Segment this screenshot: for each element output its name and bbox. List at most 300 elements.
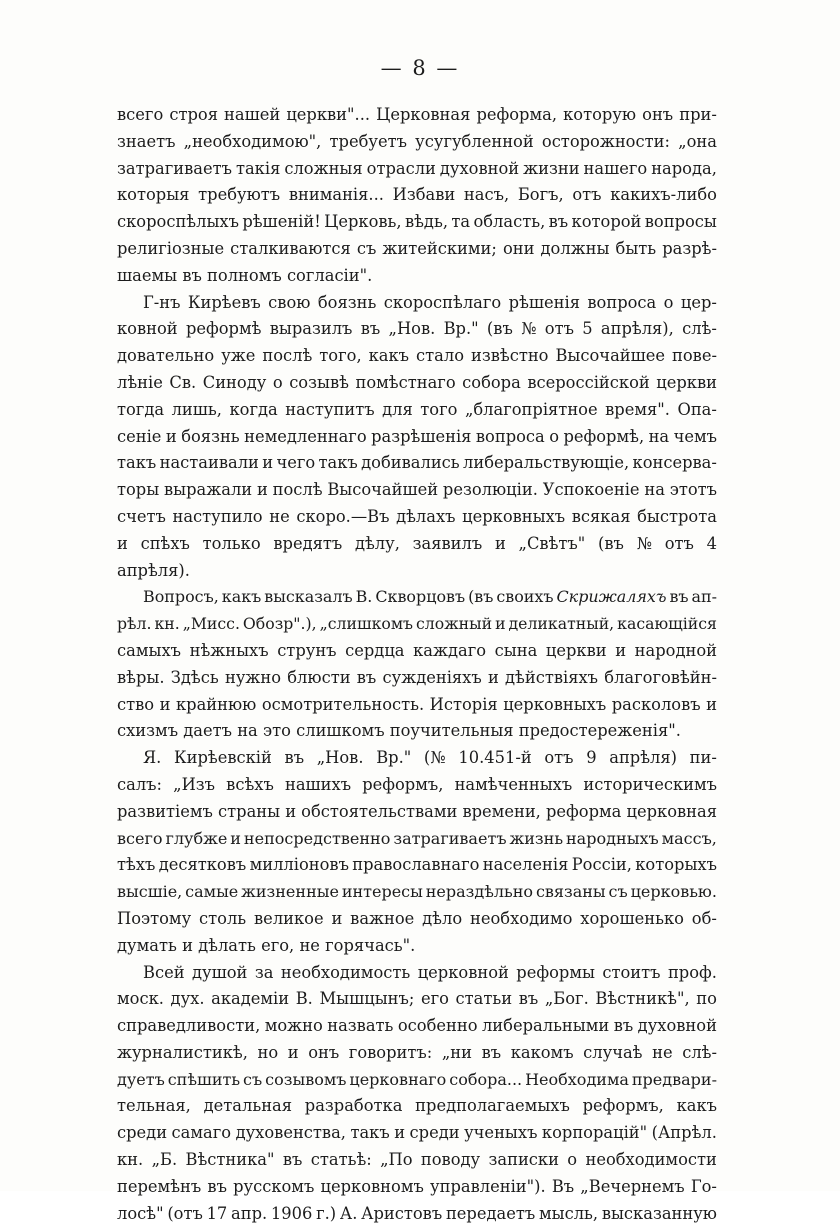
text-line — [117, 129, 717, 156]
word: тѣхъ — [117, 855, 156, 875]
word: корпорацій" — [541, 1123, 648, 1143]
word: такія — [235, 158, 281, 178]
word: дѣлу, — [354, 533, 400, 553]
word: сужденіяхъ — [382, 667, 482, 687]
text-line — [117, 1174, 717, 1201]
text-line — [143, 584, 717, 611]
word: жизнь — [509, 828, 564, 848]
word: записки — [488, 1150, 559, 1170]
word: наступитъ — [285, 399, 375, 419]
word: назвать — [327, 1016, 394, 1036]
word: „слишкомъ — [319, 614, 414, 634]
text-line — [117, 772, 717, 799]
word: статьѣ: — [310, 1150, 372, 1170]
word: шаемы — [117, 265, 178, 285]
word: осторожности: — [541, 131, 670, 151]
word: какихъ-либо — [610, 185, 717, 205]
word: Поэтому — [117, 908, 192, 928]
body-text — [117, 102, 717, 1227]
word: (въ — [597, 533, 624, 553]
word: для — [382, 399, 413, 419]
word: съ — [608, 882, 628, 902]
word: нераздѣльно — [425, 882, 534, 902]
word: по — [696, 989, 717, 1009]
word: тогда — [117, 399, 165, 419]
word: пове- — [672, 346, 717, 366]
word: Вр." — [376, 748, 412, 768]
word: быть — [615, 238, 657, 258]
word: боязнь — [317, 292, 377, 312]
word: немедленнаго — [244, 426, 367, 446]
word: Необходима — [525, 1069, 629, 1089]
word: реформѣ, — [563, 426, 645, 446]
word: сталкиваются — [230, 238, 351, 258]
text-line — [117, 799, 717, 826]
word: церкви — [656, 372, 717, 392]
text-line — [117, 397, 717, 424]
word: въ — [481, 1042, 502, 1062]
text-line — [117, 209, 717, 236]
word: салъ: — [117, 774, 163, 794]
word: детальная — [203, 1096, 293, 1116]
word: глубже — [165, 828, 228, 848]
word: вопросы — [644, 212, 717, 232]
word: Церковная — [376, 105, 471, 124]
word: спѣшить — [167, 1069, 241, 1089]
word: „ни — [441, 1042, 472, 1062]
text-line — [117, 1013, 717, 1040]
word: о — [272, 372, 283, 392]
word: въ — [518, 989, 539, 1009]
word: слѣ- — [682, 319, 717, 339]
word: самыхъ — [117, 640, 181, 660]
word: церковномъ — [320, 1176, 424, 1196]
word: реформа, — [476, 105, 558, 124]
word: „Бог. — [544, 989, 589, 1009]
word: народа, — [651, 158, 717, 178]
word: не — [269, 506, 290, 526]
word: поводу — [420, 1150, 481, 1170]
word: послѣ — [272, 480, 323, 500]
word: всероссійской — [527, 372, 650, 392]
word: ство — [117, 694, 155, 714]
word: въ — [669, 587, 689, 607]
word: Св. — [169, 372, 197, 392]
word: необходимости — [585, 1150, 717, 1170]
word: либеральными — [481, 1016, 610, 1036]
word: Высочайшее — [555, 346, 666, 366]
word: необходимость — [280, 962, 411, 982]
word: счетъ — [117, 506, 166, 526]
word: ученыхъ — [464, 1123, 538, 1143]
word: не — [299, 935, 320, 955]
word: предполагаемыхъ — [415, 1096, 570, 1116]
word: религіозные — [117, 238, 225, 258]
word: В. — [295, 989, 313, 1009]
word: нашей — [224, 105, 281, 124]
word: та — [451, 212, 471, 232]
text-line — [117, 531, 717, 558]
word: въ — [613, 1016, 634, 1036]
word: 4 — [706, 533, 717, 553]
word: уже — [221, 346, 256, 366]
word: скороспѣлаго — [383, 292, 502, 312]
word: Скворцовъ — [375, 587, 466, 607]
word: какъ — [676, 1096, 717, 1116]
word: непосредственно — [243, 828, 391, 848]
word: дѣлать — [198, 935, 256, 955]
word: Богъ, — [517, 185, 564, 205]
word: Я. — [143, 748, 162, 768]
word: В. — [355, 587, 373, 607]
word: требуютъ — [198, 185, 281, 205]
word: Вопросъ, — [143, 587, 219, 607]
text-line — [117, 504, 717, 531]
word: спѣхъ — [140, 533, 190, 553]
word: Мышцынъ; — [319, 989, 415, 1009]
word: среди — [117, 1123, 168, 1143]
word: апр. — [231, 1203, 268, 1223]
word: при- — [679, 105, 717, 124]
word: А. — [339, 1203, 358, 1223]
word: и — [615, 640, 627, 660]
text-line — [117, 343, 717, 370]
word: высказалъ — [264, 587, 353, 607]
word: столь — [199, 908, 247, 928]
word: Церковь, — [324, 212, 402, 232]
word: такъ — [318, 453, 358, 473]
word: это — [262, 721, 291, 741]
word: въ — [356, 667, 377, 687]
word: церковью. — [630, 882, 717, 902]
word: 1906 — [270, 1203, 313, 1223]
word: думать — [117, 935, 177, 955]
text-line — [143, 290, 717, 317]
word: крайнюю — [175, 694, 257, 714]
word: Вр." — [443, 319, 479, 339]
word: въ — [182, 265, 202, 285]
text-line — [117, 852, 717, 879]
word: апрѣля). — [117, 560, 190, 580]
word: добивались — [361, 453, 460, 473]
word: скоро.—Въ — [296, 506, 390, 526]
word: и — [165, 426, 177, 446]
word: наступило — [172, 506, 263, 526]
word: выразилъ — [269, 319, 353, 339]
word: разработка — [304, 1096, 403, 1116]
word: и — [262, 453, 274, 473]
word: кн. — [154, 614, 180, 634]
word: мысль, — [538, 1203, 599, 1223]
word: высшіе, — [117, 882, 183, 902]
word: цер- — [680, 292, 717, 312]
text-line — [117, 986, 717, 1013]
word: проф. — [667, 962, 717, 982]
word: академіи — [211, 989, 290, 1009]
word: (отъ — [167, 1203, 203, 1223]
word: страны — [218, 801, 281, 821]
word: и — [706, 694, 717, 714]
word: 17 — [206, 1203, 228, 1223]
word: созывомъ — [265, 1069, 347, 1089]
word: интересы — [341, 882, 423, 902]
word: реформъ, — [362, 774, 444, 794]
word: дѣло — [422, 908, 463, 928]
word: выражали — [164, 480, 253, 500]
word: вѣдь, — [404, 212, 449, 232]
word: народныхъ — [565, 828, 659, 848]
text-line — [117, 1201, 717, 1227]
word: дѣлахъ — [396, 506, 456, 526]
word: Кирѣевъ — [187, 292, 261, 312]
word: апрѣля), — [600, 319, 674, 339]
word: особенно — [397, 1016, 478, 1036]
word: и — [494, 533, 506, 553]
word: Вѣстника" — [185, 1150, 275, 1170]
word: знаетъ — [117, 131, 176, 151]
word: этотъ — [669, 480, 717, 500]
word: либеральствующіе, — [463, 453, 630, 473]
word: можно — [264, 1016, 323, 1036]
word: и — [287, 1042, 299, 1062]
word: историческимъ — [583, 774, 717, 794]
word: высказанную — [601, 1203, 717, 1223]
word: нашихъ — [284, 774, 352, 794]
word: жизни — [523, 158, 580, 178]
word: рѣл. — [117, 614, 152, 634]
word: отъ — [572, 185, 602, 205]
word: ковной — [117, 319, 178, 339]
word: „благопріятное — [464, 399, 598, 419]
word: связаны — [535, 882, 606, 902]
text-line — [117, 102, 717, 129]
word: въ — [548, 212, 569, 232]
word: чего — [276, 453, 316, 473]
word: всѣхъ — [226, 774, 274, 794]
word: жизненные — [241, 882, 339, 902]
word: среди — [409, 1123, 460, 1143]
word: лѣніе — [117, 372, 163, 392]
word: такъ — [117, 453, 157, 473]
word: онъ — [308, 1042, 340, 1062]
word: за — [254, 962, 274, 982]
word: 10.451-й — [458, 748, 532, 768]
word: говоритъ: — [348, 1042, 433, 1062]
word: которой — [571, 212, 642, 232]
word: скороспѣлыхъ — [117, 212, 239, 232]
word: дуетъ — [117, 1069, 165, 1089]
word: церкви"... — [286, 105, 371, 124]
word: Исторія — [429, 694, 498, 714]
word: его — [420, 989, 449, 1009]
word: самаго — [171, 1123, 232, 1143]
word: Кирѣевскій — [174, 748, 272, 768]
word: реформѣ — [185, 319, 262, 339]
word: и — [182, 935, 193, 955]
word: дух. — [170, 989, 205, 1009]
word: затрагиваетъ — [117, 158, 232, 178]
word: лишь, — [171, 399, 222, 419]
word: такъ — [350, 1123, 390, 1143]
text-line — [117, 826, 717, 853]
word: о — [567, 1150, 578, 1170]
word: массъ, — [661, 828, 717, 848]
word: всякая — [571, 506, 631, 526]
word: Го- — [690, 1176, 717, 1196]
word: не — [652, 1042, 673, 1062]
word: заявилъ — [412, 533, 483, 553]
word: духовенства, — [235, 1123, 346, 1143]
word: всего — [117, 828, 163, 848]
word: церковныхъ — [462, 506, 566, 526]
word: какъ — [221, 587, 262, 607]
text-line — [143, 745, 717, 772]
word: церковнаго — [349, 1069, 447, 1089]
word: и — [331, 908, 343, 928]
word: (въ — [468, 587, 494, 607]
word: даетъ — [183, 721, 232, 741]
word: Вѣстникѣ", — [595, 989, 690, 1009]
word: Здѣсь — [170, 667, 219, 687]
word: созывѣ — [289, 372, 349, 392]
word: того — [420, 399, 458, 419]
word: и — [230, 828, 241, 848]
word: онъ — [642, 105, 674, 124]
word: рѣшеній! — [242, 212, 321, 232]
word: реформы — [516, 962, 595, 982]
word: хорошенько — [580, 908, 684, 928]
word: расколовъ — [611, 694, 701, 714]
word: въ — [282, 1150, 303, 1170]
word: отъ — [544, 319, 574, 339]
word: справедливости, — [117, 1016, 261, 1036]
word: затрагиваетъ — [393, 828, 507, 848]
word: „Б. — [151, 1150, 178, 1170]
word: которыя — [117, 185, 190, 205]
word: Аристовъ — [361, 1203, 443, 1223]
word: о — [549, 426, 559, 446]
word: на — [648, 426, 670, 446]
text-line — [117, 879, 717, 906]
word: нашего — [583, 158, 648, 178]
text-line — [117, 1120, 717, 1147]
word: (Апрѣл. — [651, 1123, 717, 1143]
word: вопроса — [587, 292, 657, 312]
word: и — [256, 480, 268, 500]
text-line — [117, 665, 717, 692]
word: народной — [634, 640, 717, 660]
word: собора... — [449, 1069, 523, 1089]
word: Высочайшей — [327, 480, 439, 500]
text-line — [117, 182, 717, 209]
word: осмотрительность. — [261, 694, 425, 714]
text-line — [117, 1067, 717, 1094]
word: и — [117, 533, 128, 553]
word: горячась". — [325, 935, 416, 955]
text-line — [117, 477, 717, 504]
word: „Свѣтъ" — [518, 533, 586, 553]
word: пи- — [689, 748, 717, 768]
word: церковная — [626, 801, 717, 821]
word: Скрижаляхъ — [556, 587, 667, 607]
word: „Нов. — [316, 748, 364, 768]
word: десятковъ — [158, 855, 247, 875]
word: обстоятельствами — [301, 801, 458, 821]
word: струнъ — [277, 640, 337, 660]
word: милліоновъ — [249, 855, 349, 875]
word: слѣ- — [682, 1042, 717, 1062]
word: на — [644, 480, 665, 500]
word: торы — [117, 480, 160, 500]
word: усугубленной — [415, 131, 534, 151]
word: каждаго — [413, 640, 487, 660]
text-line — [117, 263, 717, 290]
word: резолюціи. — [442, 480, 538, 500]
word: строя — [169, 105, 218, 124]
text-line — [117, 718, 717, 745]
word: перемѣнъ — [117, 1176, 202, 1196]
word: душой — [192, 962, 248, 982]
word: время". — [605, 399, 670, 419]
word: блюсти — [287, 667, 351, 687]
word: об- — [691, 908, 717, 928]
word: насъ, — [463, 185, 510, 205]
word: отрасли — [366, 158, 436, 178]
word: въ — [284, 748, 305, 768]
word: лосѣ" — [117, 1203, 164, 1223]
word: 5 — [582, 319, 593, 339]
text-line — [143, 960, 717, 987]
word: Обозр".), — [242, 614, 317, 634]
word: и — [285, 801, 297, 821]
word: Г-нъ — [143, 292, 181, 312]
page-number: — 8 — — [380, 56, 460, 80]
text-line — [117, 156, 717, 183]
word: великое — [254, 908, 324, 928]
word: отъ — [664, 533, 694, 553]
word: стало — [416, 346, 464, 366]
word: извѣстно — [470, 346, 549, 366]
word: населенія — [482, 855, 569, 875]
word: благоговѣйн- — [604, 667, 717, 687]
word: должны — [540, 238, 610, 258]
word: „она — [678, 131, 717, 151]
word: и — [159, 694, 171, 714]
text-line — [117, 611, 717, 638]
word: необходимо — [470, 908, 573, 928]
word: журналистикѣ, — [117, 1042, 248, 1062]
word: „Нов. — [388, 319, 436, 339]
word: церкви — [545, 640, 607, 660]
word: консерва- — [632, 453, 717, 473]
word: какомъ — [510, 1042, 574, 1062]
word: съ — [243, 1069, 263, 1089]
word: вѣры. — [117, 667, 165, 687]
word: Всей — [143, 962, 185, 982]
word: русскомъ — [233, 1176, 315, 1196]
word: (въ — [486, 319, 513, 339]
word: какъ — [368, 346, 410, 366]
word: помѣстнаго — [355, 372, 456, 392]
word: и — [487, 667, 499, 687]
word: г.) — [316, 1203, 337, 1223]
word: православнаго — [352, 855, 480, 875]
word: боязнь — [181, 426, 240, 446]
word: Избави — [392, 185, 456, 205]
word: сеніе — [117, 426, 162, 446]
word: случаѣ — [583, 1042, 643, 1062]
word: полномъ — [207, 265, 282, 285]
